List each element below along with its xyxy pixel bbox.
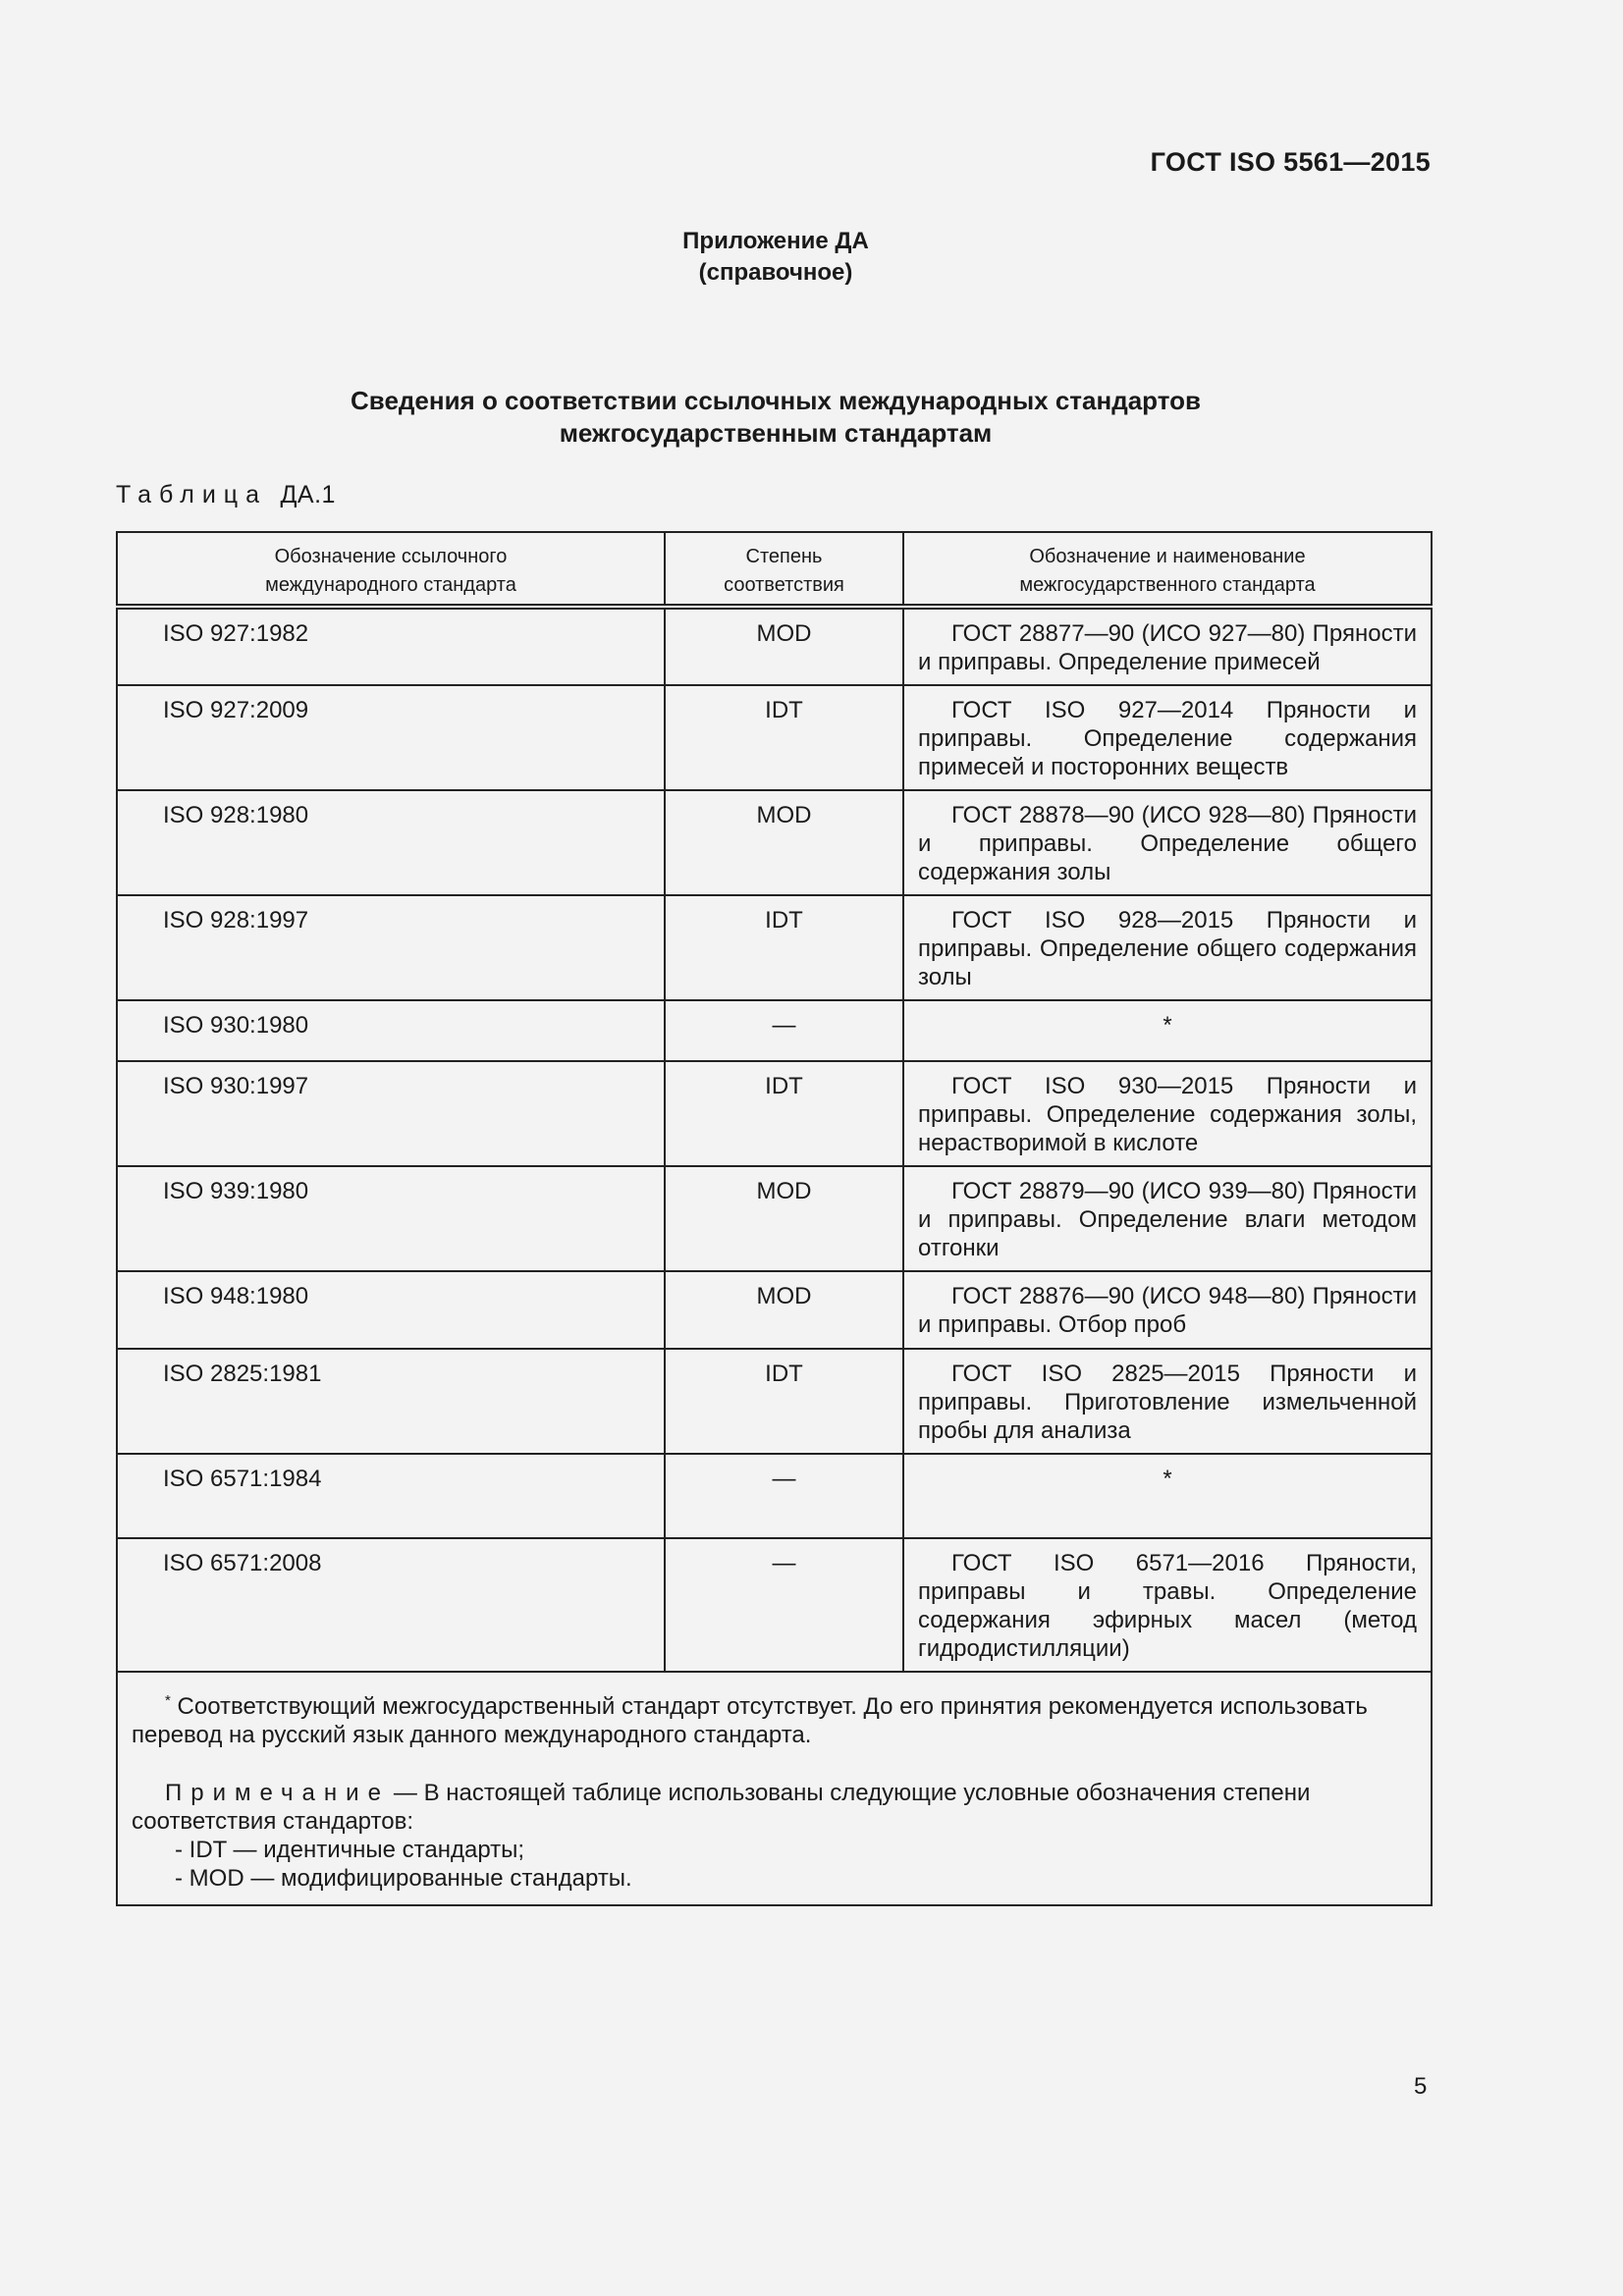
cell-degree: IDT [665, 1061, 903, 1166]
table-footer-row [117, 1672, 1432, 1905]
cell-interstate-standard [903, 1166, 1432, 1271]
cell-international-code: ISO 928:1980 [117, 790, 665, 895]
table-caption-number: ДА.1 [280, 481, 336, 508]
table-row [117, 685, 1432, 790]
cell-degree: MOD [665, 790, 903, 895]
cell-degree: MOD [665, 1271, 903, 1349]
cell-international-code: ISO 939:1980 [117, 1166, 665, 1271]
cell-interstate-standard [903, 895, 1432, 1000]
table-row [117, 1349, 1432, 1454]
standard-name-text: ГОСТ ISO 928—2015 Пряности и приправы. Определение общего содержания золы [918, 907, 1417, 990]
standard-name-text: ГОСТ ISO 927—2014 Пряности и приправы. Определение содержания примесей и посторонних веществ [918, 697, 1417, 780]
cell-degree: — [665, 1454, 903, 1538]
standard-name-text: ГОСТ ISO 930—2015 Пряности и приправы. Определение содержания золы, нерастворимой в кислоте [918, 1073, 1417, 1156]
cell-degree: IDT [665, 685, 903, 790]
table-row [117, 1271, 1432, 1349]
cell-degree: — [665, 1000, 903, 1061]
cell-interstate-standard: * [903, 1454, 1432, 1538]
cell-degree: MOD [665, 1166, 903, 1271]
standard-name-text: ГОСТ 28879—90 (ИСО 939—80) Пряности и приправы. Определение влаги методом отгонки [918, 1178, 1417, 1261]
table-caption [116, 481, 336, 509]
standard-name-text: ГОСТ ISO 2825—2015 Пряности и приправы. Приготовление измельченной пробы для анализа [918, 1361, 1417, 1444]
annex-title: Приложение ДА [682, 228, 869, 254]
header-interstate-standard: Обозначение и наименование межгосударственного стандарта [903, 532, 1432, 607]
cell-international-code: ISO 2825:1981 [117, 1349, 665, 1454]
note-label: Примечание [165, 1780, 390, 1806]
cell-interstate-standard [903, 1349, 1432, 1454]
standard-name-text: ГОСТ 28876—90 (ИСО 948—80) Пряности и приправы. Отбор проб [918, 1283, 1417, 1338]
header-degree: Степень соответствия [665, 532, 903, 607]
page-number: 5 [1414, 2073, 1428, 2100]
standard-name-text: ГОСТ 28878—90 (ИСО 928—80) Пряности и приправы. Определение общего содержания золы [918, 802, 1417, 885]
note-item-idt: - IDT — идентичные стандарты; [175, 1837, 525, 1863]
footnote-text: Соответствующий межгосударственный стандарт отсутствует. До его принятия рекомендуется использовать перевод на русский язык данного международного стандарта. [132, 1693, 1368, 1748]
table-row [117, 790, 1432, 895]
cell-international-code: ISO 930:1997 [117, 1061, 665, 1166]
table-row [117, 1538, 1432, 1672]
table-row [117, 1454, 1432, 1538]
note-text: — В настоящей таблице использованы следующие условные обозначения степени соответствия стандартов: [132, 1780, 1311, 1835]
annex-subtitle: (справочное) [698, 259, 853, 286]
table-row [117, 1166, 1432, 1271]
cell-interstate-standard [903, 1271, 1432, 1349]
correspondence-table [116, 531, 1433, 1906]
footnote [132, 1686, 1417, 1749]
section-title-line2: межгосударственным стандартам [559, 418, 993, 448]
note [132, 1779, 1417, 1836]
cell-interstate-standard [903, 1538, 1432, 1672]
cell-international-code: ISO 930:1980 [117, 1000, 665, 1061]
document-code: ГОСТ ISO 5561—2015 [1150, 147, 1431, 177]
cell-interstate-standard [903, 1061, 1432, 1166]
section-title [0, 385, 1551, 450]
note-item-mod: - MOD — модифицированные стандарты. [175, 1865, 632, 1892]
table-footer [117, 1672, 1432, 1905]
cell-international-code: ISO 948:1980 [117, 1271, 665, 1349]
cell-international-code: ISO 928:1997 [117, 895, 665, 1000]
table-header-row [117, 532, 1432, 607]
table-row [117, 607, 1432, 685]
table-row [117, 1061, 1432, 1166]
table-row [117, 895, 1432, 1000]
cell-interstate-standard: * [903, 1000, 1432, 1061]
cell-interstate-standard [903, 607, 1432, 685]
cell-international-code: ISO 927:2009 [117, 685, 665, 790]
cell-degree: — [665, 1538, 903, 1672]
annex-heading [0, 226, 1551, 289]
cell-interstate-standard [903, 790, 1432, 895]
header-international-standard: Обозначение ссылочного международного стандарта [117, 532, 665, 607]
cell-international-code: ISO 6571:2008 [117, 1538, 665, 1672]
standard-name-text: ГОСТ ISO 6571—2016 Пряности, приправы и травы. Определение содержания эфирных масел (метод гидродистилляции) [918, 1550, 1417, 1662]
standard-name-text: ГОСТ 28877—90 (ИСО 927—80) Пряности и приправы. Определение примесей [918, 620, 1417, 675]
cell-degree: IDT [665, 1349, 903, 1454]
footnote-mark: * [165, 1692, 171, 1709]
section-title-line1: Сведения о соответствии ссылочных международных стандартов [351, 386, 1201, 415]
table-caption-label: Таблица [116, 481, 268, 508]
cell-international-code: ISO 927:1982 [117, 607, 665, 685]
cell-international-code: ISO 6571:1984 [117, 1454, 665, 1538]
cell-interstate-standard [903, 685, 1432, 790]
cell-degree: IDT [665, 895, 903, 1000]
table-row [117, 1000, 1432, 1061]
cell-degree: MOD [665, 607, 903, 685]
